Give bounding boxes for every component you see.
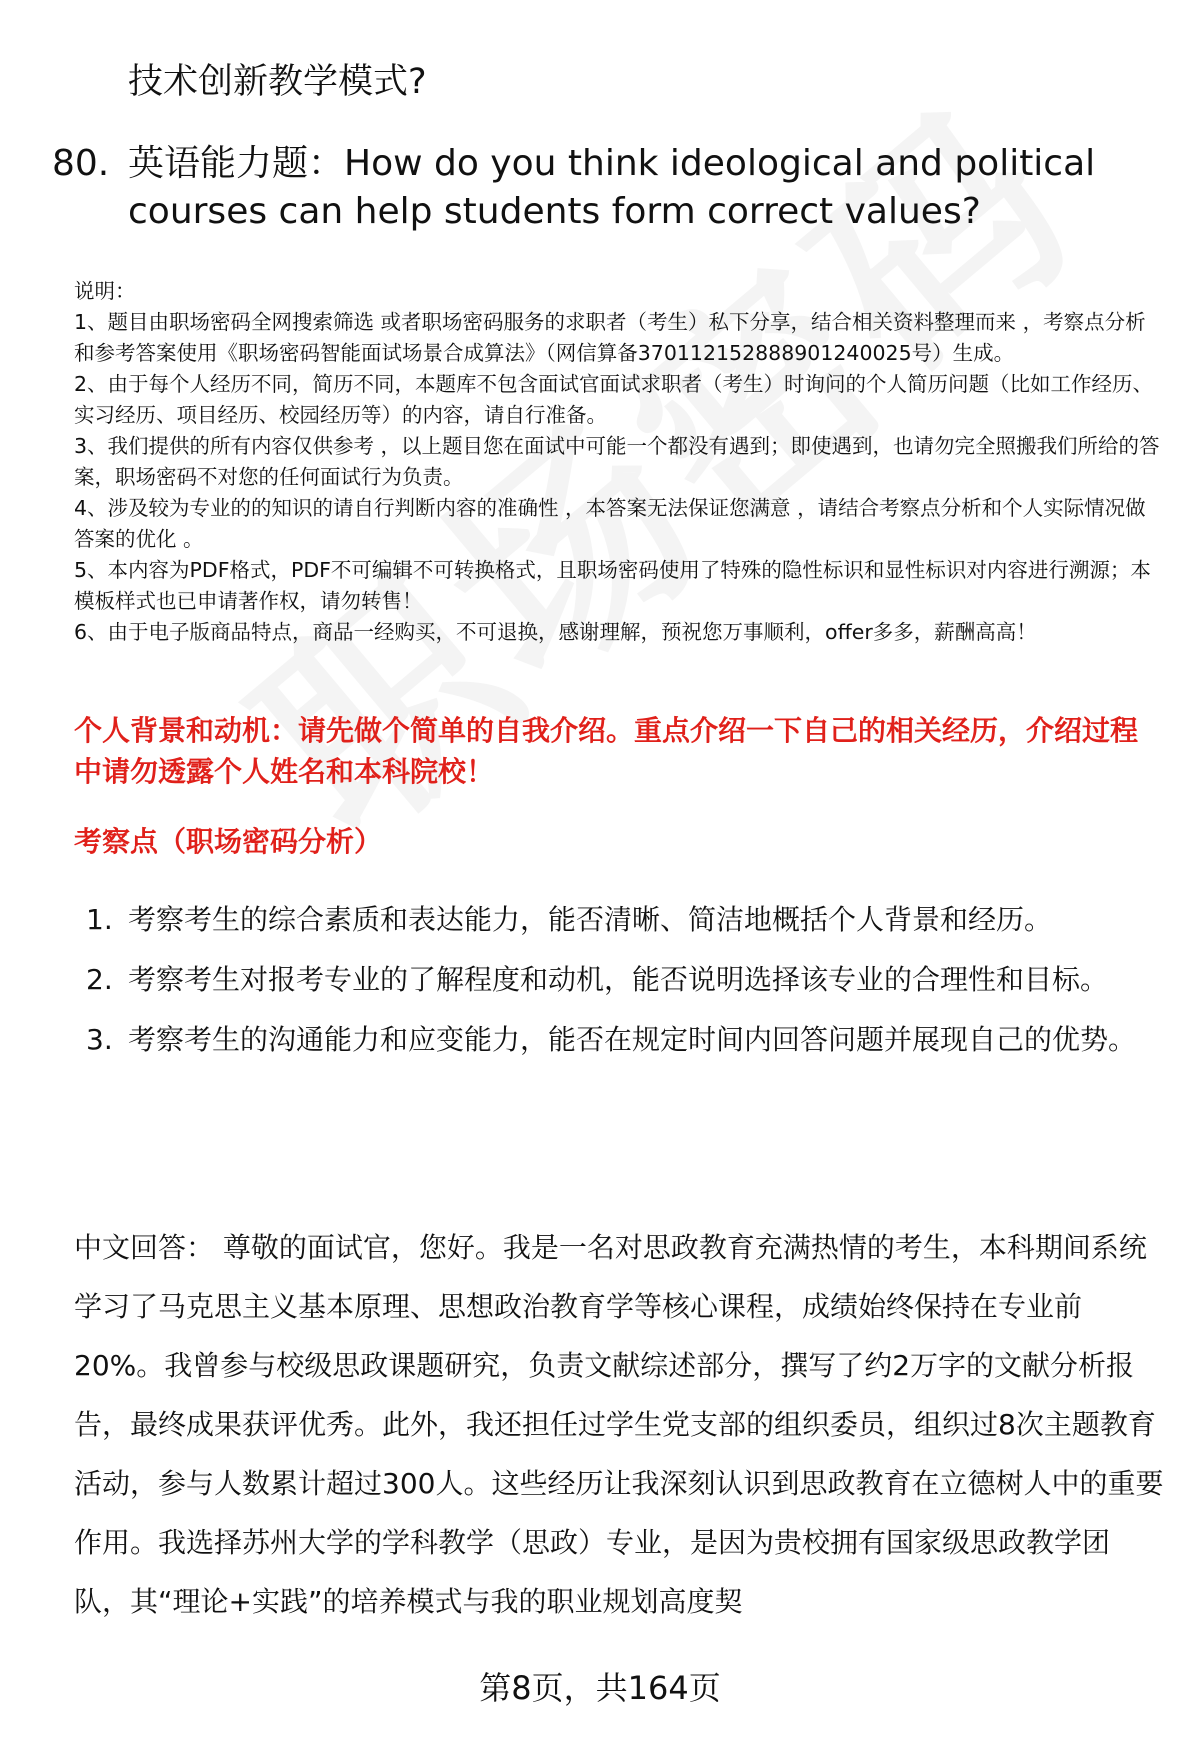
notes-item: 6、由于电子版商品特点，商品一经购买，不可退换，感谢理解，预祝您万事顺利，offer多多，薪酬高高！ bbox=[74, 620, 1037, 644]
notes-item: 1、题目由职场密码全网搜索筛选 或者职场密码服务的求职者（考生）私下分享，结合相关资料整理而来 ，考察点分析和参考答案使用《职场密码智能面试场景合成算法》（网信算备370112152888901240025号）生成。 bbox=[74, 310, 1146, 365]
notes-item: 4、涉及较为专业的的知识的请自行判断内容的准确性 ，本答案无法保证您满意 ，请结合考察点分析和个人实际情况做答案的优化 。 bbox=[74, 496, 1146, 551]
question-text: 英语能力题：How do you think ideological and political courses can help students form correct values? bbox=[128, 143, 1096, 232]
list-item-number: 3. bbox=[86, 1023, 113, 1056]
list-item bbox=[74, 890, 1164, 950]
list-item-text: 考察考生的综合素质和表达能力，能否清晰、简洁地概括个人背景和经历。 bbox=[128, 903, 1053, 936]
notes-section bbox=[74, 276, 1162, 648]
previous-question-continuation: 技术创新教学模式? bbox=[128, 62, 427, 102]
analysis-heading: 考察点（职场密码分析） bbox=[74, 825, 383, 858]
list-item-text: 考察考生的沟通能力和应变能力，能否在规定时间内回答问题并展现自己的优势。 bbox=[128, 1023, 1137, 1056]
list-item bbox=[74, 1010, 1164, 1070]
list-item-number: 1. bbox=[86, 903, 113, 936]
notes-item: 3、我们提供的所有内容仅供参考 ，以上题目您在面试中可能一个都没有遇到；即使遇到，也请勿完全照搬我们所给的答案，职场密码不对您的任何面试行为负责。 bbox=[74, 434, 1160, 489]
section-heading: 个人背景和动机：请先做个简单的自我介绍。重点介绍一下自己的相关经历，介绍过程中请勿透露个人姓名和本科院校！ bbox=[74, 714, 1139, 788]
notes-title: 说明： bbox=[74, 279, 136, 303]
analysis-points-list bbox=[74, 890, 1164, 1070]
question-block bbox=[52, 140, 1152, 236]
answer-text: 中文回答： 尊敬的面试官，您好。我是一名对思政教育充满热情的考生，本科期间系统学习了马克思主义基本原理、思想政治教育学等核心课程，成绩始终保持在专业前20%。我曾参与校级思政课题研究，负责文献综述部分，撰写了约2万字的文献分析报告，最终成果获评优秀。此外，我还担任过学生党支部的组织委员，组织过8次主题教育活动，参与人数累计超过300人。这些经历让我深刻认识到思政教育在立德树人中的重要作用。我选择苏州大学的学科教学（思政）专业，是因为贵校拥有国家级思政教学团队，其“理论+实践”的培养模式与我的职业规划高度契 bbox=[74, 1231, 1164, 1618]
list-item-number: 2. bbox=[86, 963, 113, 996]
question-number: 80. bbox=[52, 143, 110, 184]
list-item-text: 考察考生对报考专业的了解程度和动机，能否说明选择该专业的合理性和目标。 bbox=[128, 963, 1109, 996]
page-footer: 第8页，共164页 bbox=[479, 1669, 721, 1707]
list-item bbox=[74, 950, 1164, 1010]
notes-item: 5、本内容为PDF格式，PDF不可编辑不可转换格式，且职场密码使用了特殊的隐性标识和显性标识对内容进行溯源；本模板样式也已申请著作权，请勿转售！ bbox=[74, 558, 1151, 613]
notes-item: 2、由于每个人经历不同，简历不同，本题库不包含面试官面试求职者（考生）时询问的个人简历问题（比如工作经历、实习经历、项目经历、校园经历等）的内容，请自行准备。 bbox=[74, 372, 1154, 427]
